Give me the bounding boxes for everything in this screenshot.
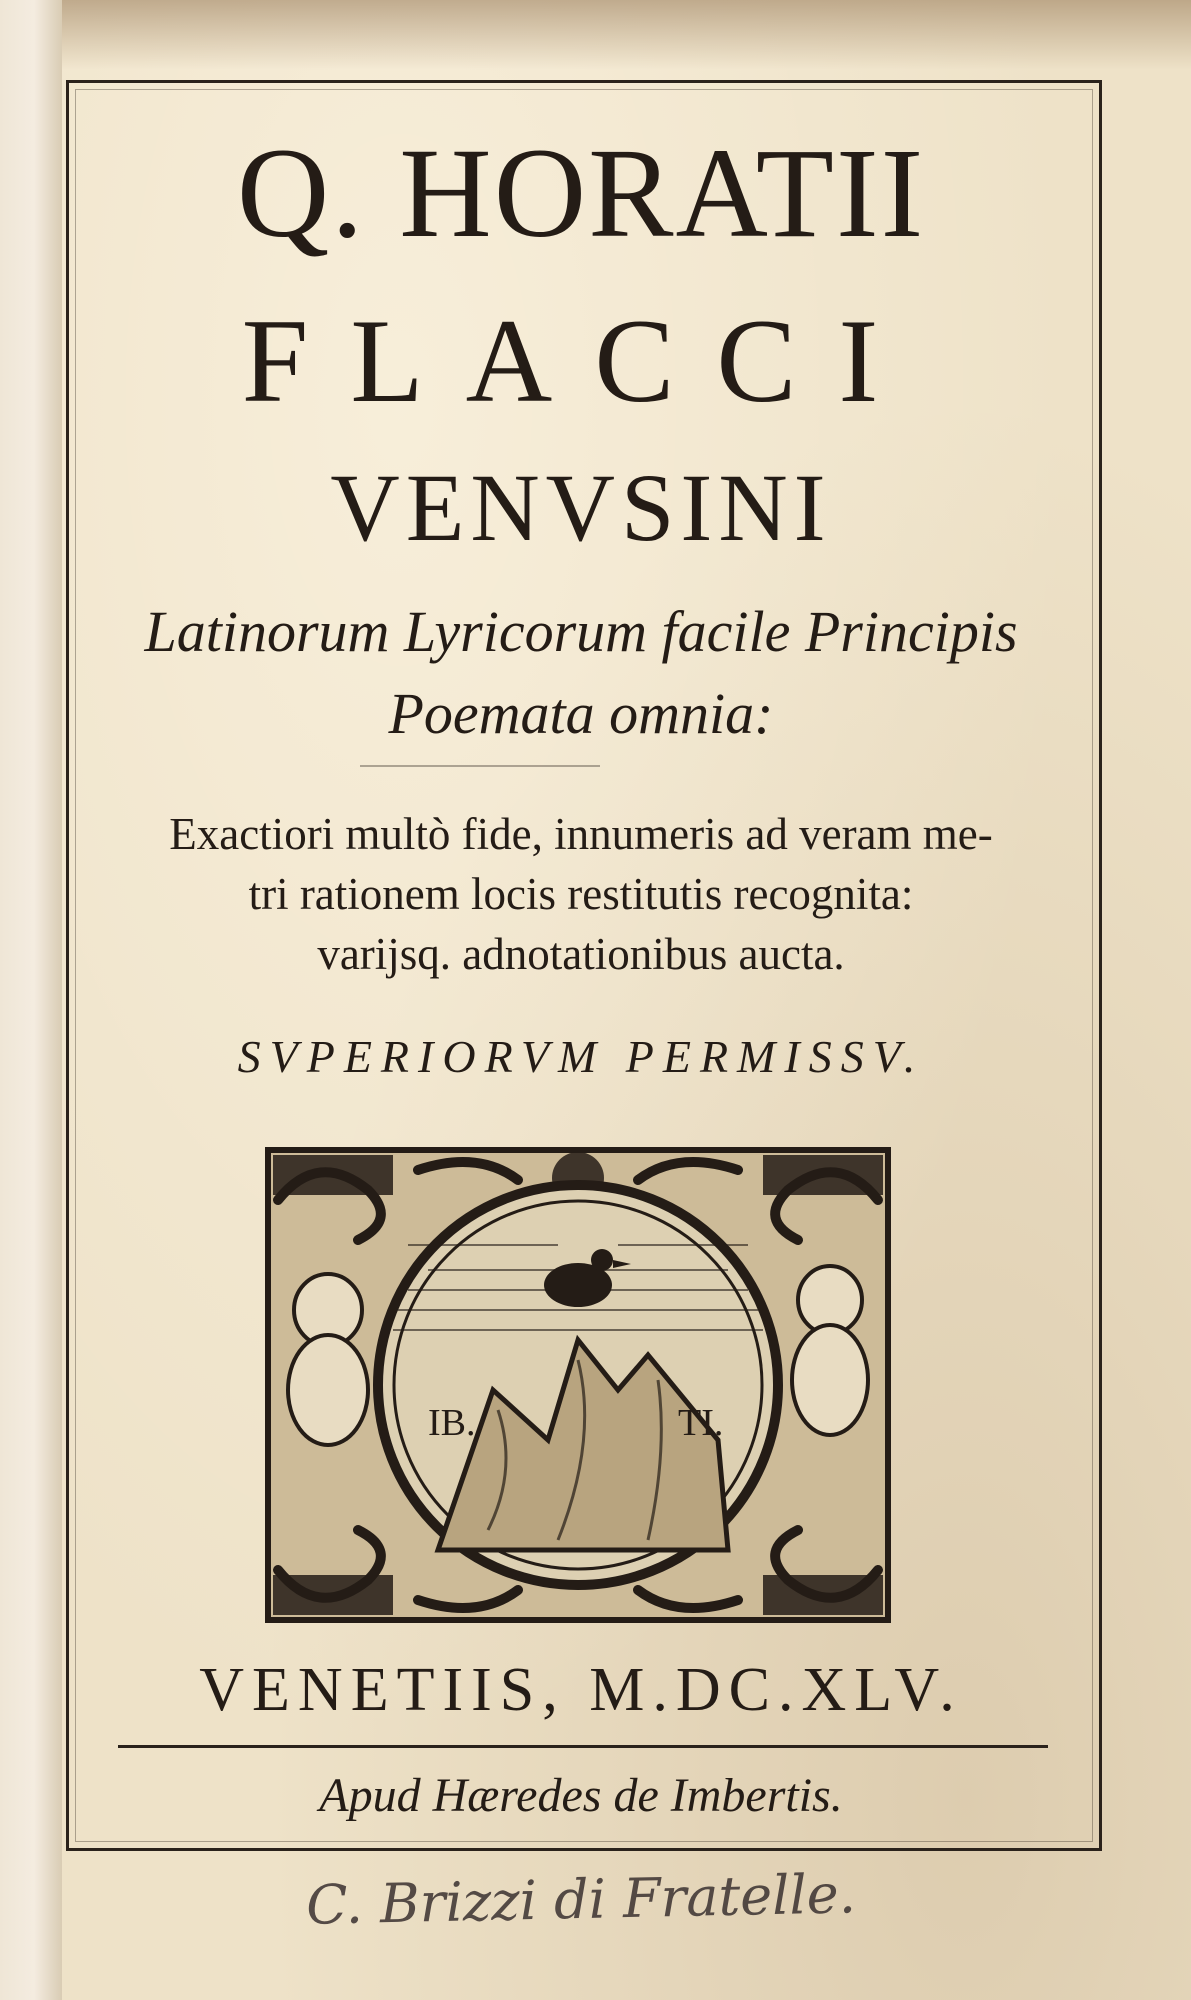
device-left-initials: IB. xyxy=(428,1402,476,1444)
printer-device-woodcut xyxy=(258,1140,898,1630)
imprint-line: VENETIIS, M.DC.XLV. xyxy=(199,1656,963,1724)
handwritten-signature: C. Brizzi di Fratelle. xyxy=(305,1862,857,1937)
permission-line: SVPERIORVM PERMISSV. xyxy=(237,1031,925,1082)
imprint-rule xyxy=(118,1745,1048,1748)
author-cognomen-line: FLACCI xyxy=(241,294,921,427)
publisher-line: Apud Hæredes de Imbertis. xyxy=(319,1769,843,1822)
description-line-1: Exactiori multò fide, innumeris ad veram me- xyxy=(169,809,993,859)
description-line-2: tri rationem locis restitutis recognita: xyxy=(248,869,914,919)
page-stain xyxy=(62,0,1191,70)
author-name-line: Q. HORATII xyxy=(236,122,926,264)
subtitle-line-2: Poemata omnia: xyxy=(388,681,774,746)
ornament-rule xyxy=(360,765,600,767)
book-spine xyxy=(0,0,64,2000)
subtitle-line-1: Latinorum Lyricorum facile Principis xyxy=(144,599,1018,664)
author-origin-line: VENVSINI xyxy=(330,454,832,561)
description-line-3: varijsq. adnotationibus aucta. xyxy=(317,929,845,979)
device-right-initials: TI. xyxy=(678,1402,724,1444)
